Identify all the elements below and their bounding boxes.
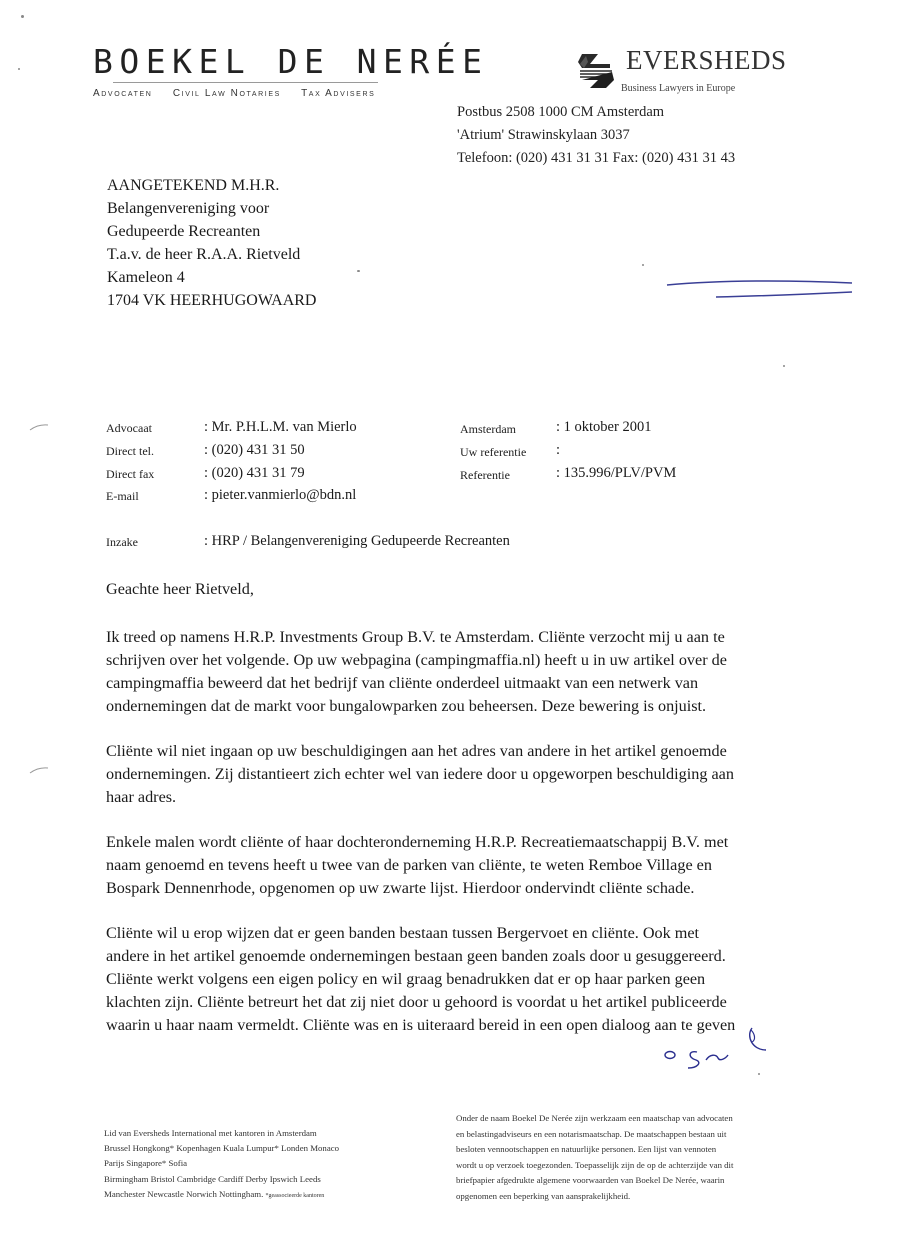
- email-label: E-mail: [106, 489, 139, 503]
- subject-label: Inzake: [106, 535, 138, 549]
- footer-line: opgenomen een beperking van aansprakelijkheid.: [456, 1190, 631, 1201]
- footer-line: Birmingham Bristol Cambridge Cardiff Derby Ipswich Leeds: [104, 1173, 321, 1184]
- body-line: naam genoemd en tevens heeft u twee van de parken van cliënte, te weten Remboe Village en: [106, 856, 712, 874]
- footer-line: Lid van Eversheds International met kantoren in Amsterdam: [104, 1128, 317, 1138]
- body-line: campingmaffia beweerd dat het bedrijf van cliënte onderdeel uitmaakt van een netwerk van: [106, 674, 699, 692]
- recipient-line: Gedupeerde Recreanten: [107, 223, 261, 240]
- firm-subtitles: [93, 88, 391, 99]
- body-line: Enkele malen wordt cliënte of haar dochteronderneming H.R.P. Recreatiemaatschappij B.V. met: [106, 833, 729, 851]
- letterhead-divider: [113, 82, 378, 83]
- body-line: klachten zijn. Cliënte betreurt het dat zij niet door u gehoord is voordat u het artikel publiceerde: [106, 993, 727, 1011]
- footer-line: Brussel Hongkong* Kopenhagen Kuala Lumpur* Londen Monaco: [104, 1143, 340, 1154]
- subject-value: : HRP / Belangenvereniging Gedupeerde Recreanten: [204, 533, 510, 549]
- your-reference-label: Uw referentie: [460, 445, 527, 459]
- firm-subtitle-notaries: Civil Law Notaries: [172, 88, 281, 99]
- advocaat-value: : Mr. P.H.L.M. van Mierlo: [204, 419, 357, 435]
- body-line: Cliënte wil niet ingaan op uw beschuldigingen aan het adres van andere in het artikel genoemde: [106, 742, 727, 760]
- body-line: schrijven over het volgende. Op uw webpagina (campingmaffia.nl) heeft u in uw artikel over de: [106, 651, 727, 669]
- eversheds-logo-icon: [576, 50, 616, 90]
- body-line: Cliënte wil u erop wijzen dat er geen banden bestaan tussen Bergervoet en cliënte. Ook met: [106, 924, 700, 942]
- your-reference-value: :: [556, 442, 561, 458]
- firm-subtitle-advocaten: Advocaten: [93, 88, 153, 99]
- address-line-phone: Telefoon: (020) 431 31 31 Fax: (020) 431 31 43: [457, 150, 736, 166]
- network-tagline: Business Lawyers in Europe: [621, 83, 736, 94]
- recipient-line: 1704 VK HEERHUGOWAARD: [107, 292, 317, 309]
- direct-tel-value: : (020) 431 31 50: [204, 442, 305, 458]
- body-line: ondernemingen dat de markt voor bungalowparken zou beheersen. Deze bewering is onjuist.: [106, 697, 707, 715]
- direct-fax-label: Direct fax: [106, 467, 155, 481]
- recipient-line: AANGETEKEND M.H.R.: [107, 177, 280, 194]
- body-line: haar adres.: [106, 788, 177, 806]
- firm-subtitle-tax: Tax Advisers: [301, 88, 376, 99]
- network-name: EVERSHEDS: [626, 45, 787, 75]
- reference-value: : 135.996/PLV/PVM: [556, 465, 677, 481]
- body-paragraph-2: [106, 740, 796, 809]
- salutation: Geachte heer Rietveld,: [106, 580, 254, 598]
- address-line-postbus: Postbus 2508 1000 CM Amsterdam: [457, 104, 665, 120]
- recipient-line: Belangenvereniging voor: [107, 200, 270, 217]
- date-place-label: Amsterdam: [460, 422, 516, 436]
- body-line: ondernemingen. Zij distantieert zich echter wel van iedere door u opgeworpen beschuldiging aan: [106, 765, 734, 783]
- body-paragraph-3: [106, 831, 796, 900]
- direct-fax-value: : (020) 431 31 79: [204, 465, 305, 481]
- address-line-street: 'Atrium' Strawinskylaan 3037: [457, 127, 630, 143]
- body-line: Cliënte werkt volgens een eigen policy en wil graag benadrukken dat er op haar parken geen: [106, 970, 706, 988]
- footer-line: Parijs Singapore* Sofia: [104, 1158, 188, 1169]
- date-value: : 1 oktober 2001: [556, 419, 652, 435]
- footer-line: briefpapier afgedrukte algemene voorwaarden van Boekel De Nerée, waarin: [456, 1175, 725, 1186]
- firm-address: [457, 101, 735, 170]
- footer-legal-notice: [456, 1111, 733, 1205]
- footer-line: Manchester Newcastle Norwich Nottingham.: [104, 1188, 264, 1199]
- email-value: : pieter.vanmierlo@bdn.nl: [204, 487, 357, 503]
- recipient-line: T.a.v. de heer R.A.A. Rietveld: [107, 246, 301, 263]
- footer-line: wordt u op verzoek toegezonden. Toepasselijk zijn de op de achterzijde van dit: [456, 1159, 734, 1170]
- direct-tel-label: Direct tel.: [106, 444, 154, 458]
- firm-name-logo: BOEKEL DE NERÉE: [93, 42, 489, 81]
- advocaat-label: Advocaat: [106, 421, 152, 435]
- body-line: Ik treed op namens H.R.P. Investments Group B.V. te Amsterdam. Cliënte verzocht mij u aan te: [106, 628, 725, 646]
- recipient-line: Kameleon 4: [107, 269, 185, 286]
- body-paragraph-4: [106, 922, 796, 1037]
- footer-line: Onder de naam Boekel De Nerée zijn werkzaam een maatschap van advocaten: [456, 1113, 733, 1123]
- reference-label: Referentie: [460, 468, 510, 482]
- body-line: waarin u haar naam vermeldt. Cliënte was en is uiteraard bereid in een open dialoog aan te geven: [106, 1016, 736, 1034]
- footer-line: besloten vennootschappen en natuurlijke personen. Een lijst van vennoten: [456, 1144, 717, 1155]
- recipient-address: [107, 174, 316, 312]
- footer-offices: [104, 1126, 339, 1204]
- body-line: andere in het artikel genoemde ondernemingen bestaan geen banden zoals door u gesuggereerd.: [106, 947, 726, 965]
- footer-footnote: *geassocieerde kantoren: [265, 1192, 325, 1199]
- body-paragraph-1: [106, 626, 796, 718]
- footer-line: en belastingadviseurs en een notarismaatschap. De maatschappen bestaan uit: [456, 1128, 727, 1139]
- body-line: Bospark Dennenrhode, opgenomen op uw zwarte lijst. Hierdoor ondervindt cliënte schade.: [106, 879, 695, 897]
